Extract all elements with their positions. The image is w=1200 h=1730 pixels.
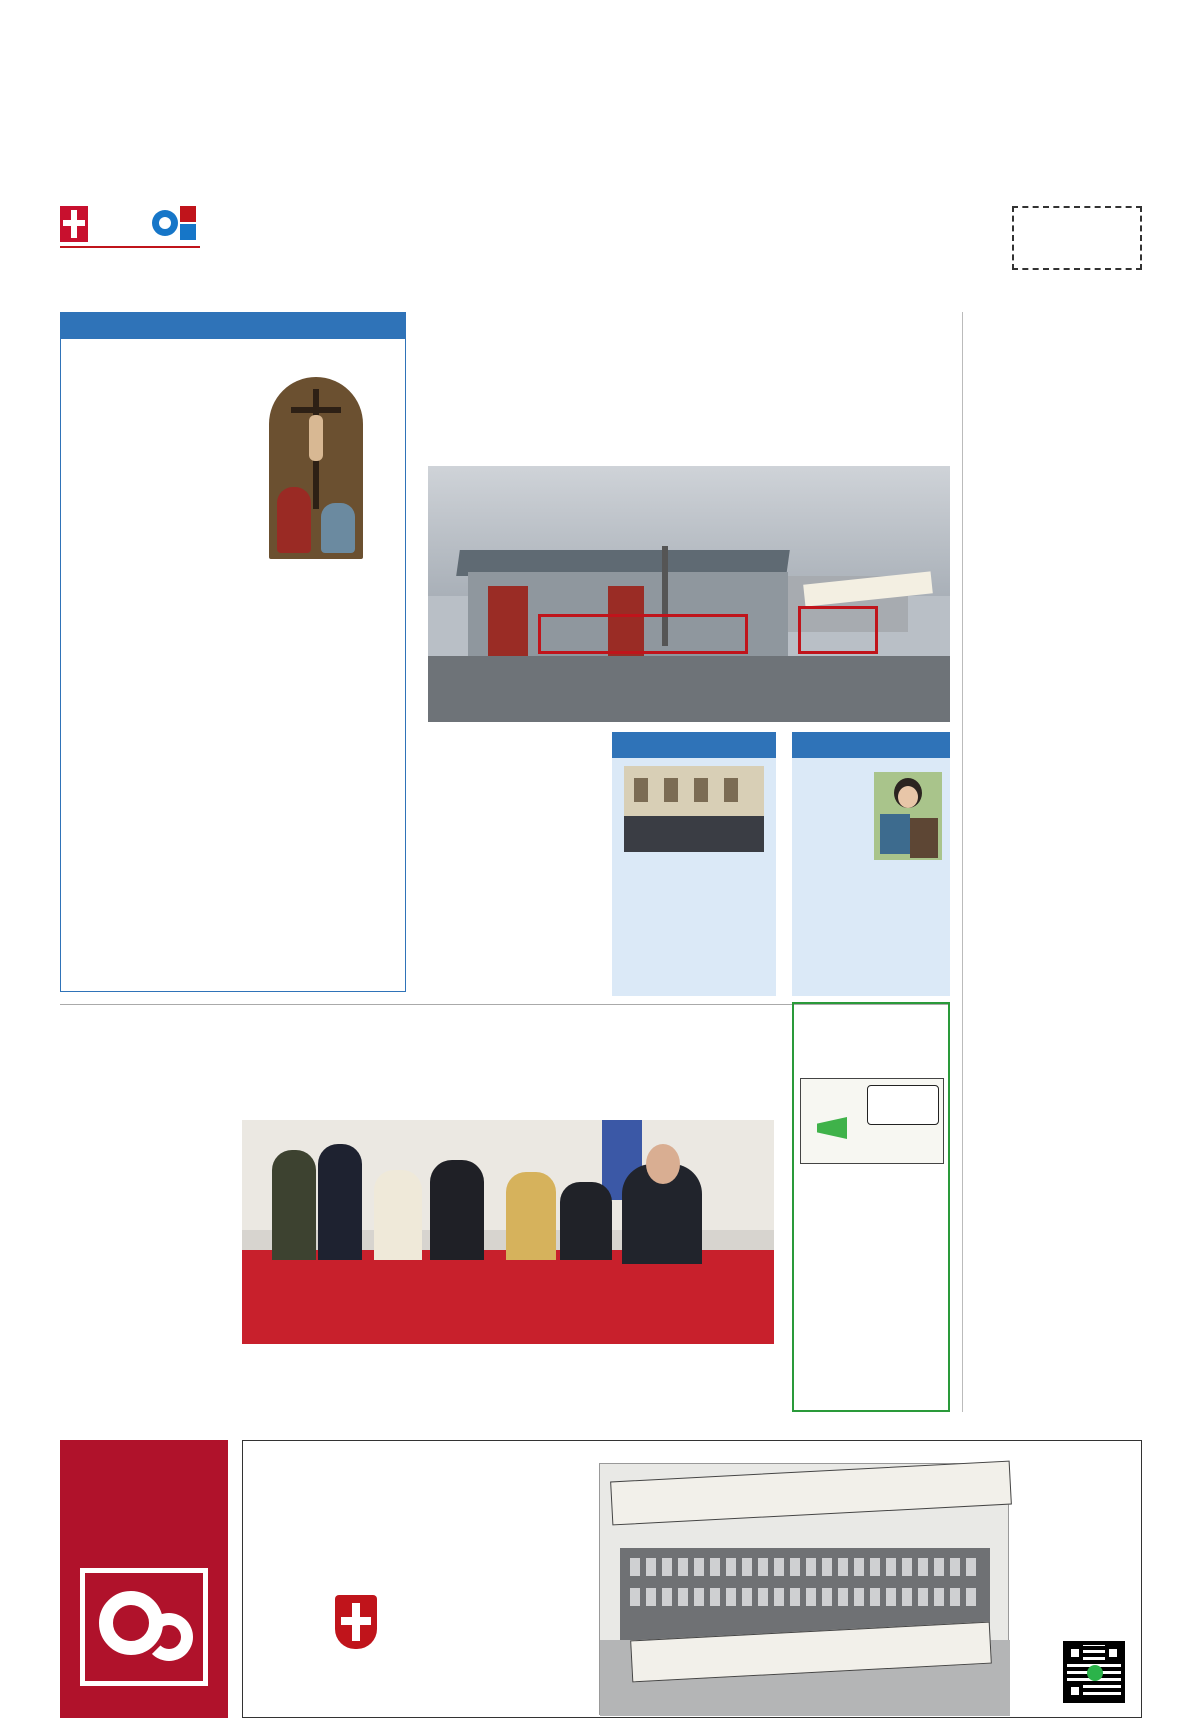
paesi-box (792, 732, 950, 996)
students-box (792, 1002, 950, 1412)
asti-coat-of-arms-icon (335, 1595, 377, 1649)
masthead (0, 0, 1200, 262)
bank-ad[interactable] (60, 1440, 228, 1718)
qr-code-icon[interactable] (1063, 1641, 1125, 1703)
holy-week-header (61, 313, 405, 339)
megaphone-icon (817, 1117, 847, 1139)
postal-stamp (1012, 206, 1142, 270)
fisc-logo-icon (152, 206, 198, 242)
weekly-badge (60, 246, 200, 248)
primo-piano-box (612, 732, 776, 996)
holy-week-box (60, 312, 406, 992)
paesi-header (792, 732, 950, 758)
paesi-text (800, 768, 946, 860)
market-photo (428, 466, 950, 722)
piedmont-shield-icon (60, 206, 88, 242)
primo-piano-header (612, 732, 776, 758)
bank-logo-icon (80, 1568, 208, 1686)
task-force-photo (242, 1120, 774, 1344)
whatsapp-icon (1087, 1665, 1103, 1681)
market-crowd-photo (624, 766, 764, 852)
nostra-voce-logo (800, 1078, 944, 1164)
column-divider (962, 312, 963, 1412)
crucifixion-painting (269, 377, 363, 559)
barcode (186, 36, 306, 76)
holy-week-body (71, 581, 397, 627)
identity-logo (60, 206, 200, 244)
antiques-market-ad[interactable] (242, 1440, 1142, 1718)
